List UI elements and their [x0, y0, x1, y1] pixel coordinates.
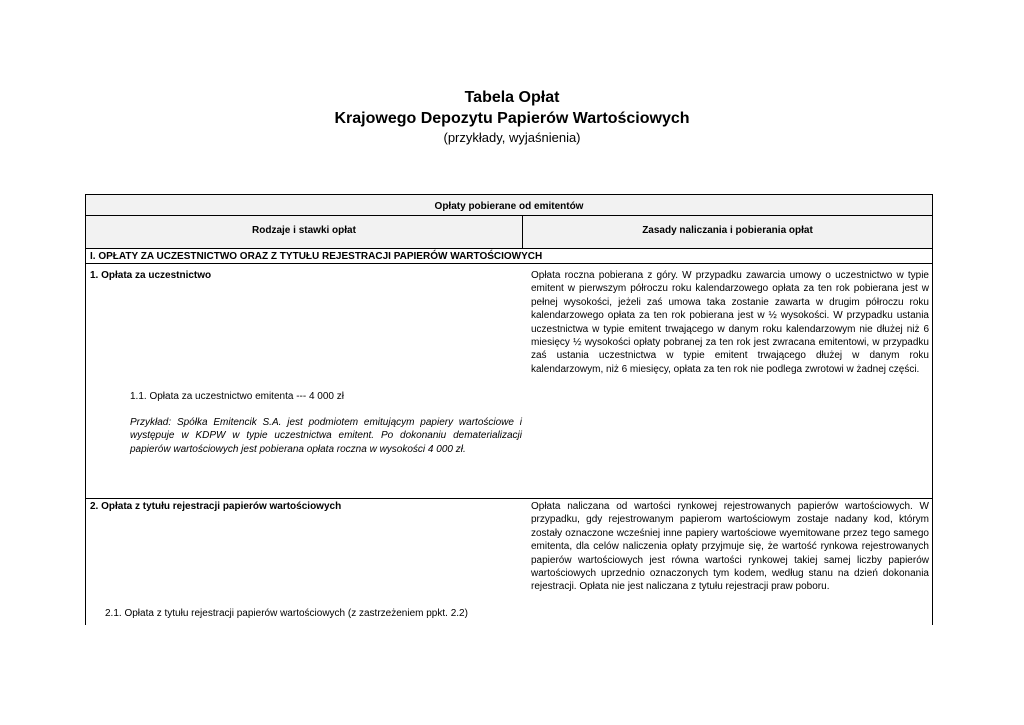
row1-description: Opłata roczna pobierana z góry. W przypadku zawarcia umowy o uczestnictwo w typie emitent w pierwszym półroczu roku kalendarzowego opłata za ten rok pobierana jest w pełnej wysokości, jeżeli zaś umowa taka zostanie zawarta w drugim półroczu roku kalendarzowego opłata za ten rok pobierana jest w ½ wysokości. W przypadku ustania uczestnictwa w typie emitent trwającego w danym roku kalendarzowym nie dłużej niż 6 miesięcy ½ wysokości opłaty pobranej za ten rok jest zwracana emitentowi, w przypadku zaś ustania uczestnictwa w typie emitent trwającego dłużej w danym roku kalendarzowym, niż 6 miesięcy, opłata za ten rok nie podlega zwrotowi w żadnej części.: [531, 270, 929, 375]
row2-heading: 2. Opłata z tytułu rejestracji papierów wartościowych: [90, 501, 342, 512]
document-header: [0, 87, 1024, 147]
document-subtitle: (przykłady, wyjaśnienia): [443, 130, 581, 145]
document-title-institution: Krajowego Depozytu Papierów Wartościowych: [334, 110, 690, 127]
row-divider: [86, 263, 932, 264]
column-header-rules: Zasady naliczania i pobierania opłat: [642, 225, 813, 236]
table-caption: Opłaty pobierane od emitentów: [434, 201, 584, 212]
row2-sub-item: 2.1. Opłata z tytułu rejestracji papierów wartościowych (z zastrzeżeniem ppkt. 2.2): [105, 608, 468, 619]
row1-sub-item: 1.1. Opłata za uczestnictwo emitenta --- 4 000 zł: [130, 391, 344, 402]
document-title: Tabela Opłat: [464, 89, 560, 106]
header-divider: [522, 216, 523, 249]
table-caption-cell: [86, 195, 932, 216]
row2-description: Opłata naliczana od wartości rynkowej rejestrowanych papierów wartościowych. W przypadku, gdy rejestrowanym papierom wartościowym zostaje nadany kod, którym zostały oznaczone wcześniej inne papiery wartościowe wyemitowane przez tego samego emitenta, dla celów naliczenia opłaty przyjmuje się, że wartość rynkowa rejestrowanych papierów wartościowych jest równa wartości rynkowej takiej samej liczby papierów wartościowych uprzednio oznaczonych tym kodem, według stanu na dzień dokonania rejestracji. Opłata nie jest naliczana z tytułu rejestracji praw poboru.: [531, 501, 929, 593]
row1-example: Przykład: Spółka Emitencik S.A. jest podmiotem emitującym papiery wartościowe i występuje w KDPW w typie uczestnictwa emitent. Po dokonaniu dematerializacji papierów wartościowych jest pobierana opłata roczna w wysokości 4 000 zł.: [130, 417, 522, 455]
row-divider: [86, 498, 932, 499]
table-column-headers: [86, 216, 932, 249]
fee-table: [85, 194, 933, 625]
column-header-fees: Rodzaje i stawki opłat: [252, 225, 356, 236]
row1-heading: 1. Opłata za uczestnictwo: [90, 270, 212, 281]
section-heading: I. OPŁATY ZA UCZESTNICTWO ORAZ Z TYTUŁU REJESTRACJI PAPIERÓW WARTOŚCIOWYCH: [90, 251, 543, 262]
